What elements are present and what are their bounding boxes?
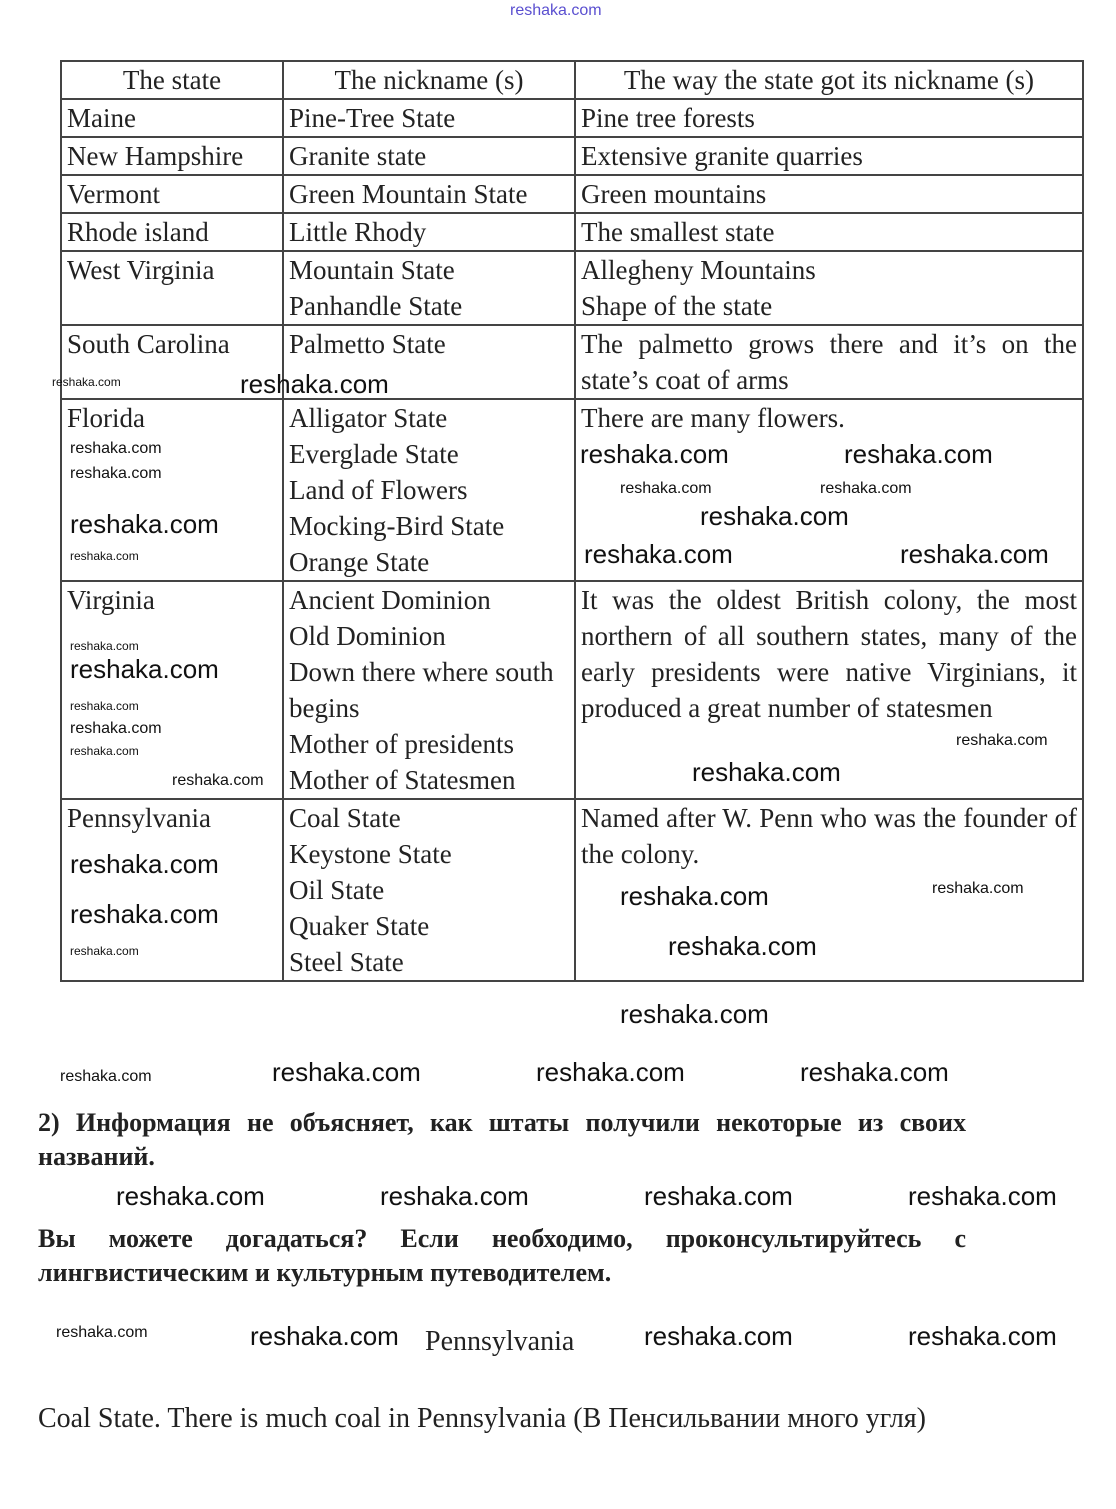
nickname: Quaker State	[289, 911, 430, 941]
watermark: reshaka.com	[70, 720, 162, 737]
watermark: reshaka.com	[70, 549, 139, 563]
reason-cell: Allegheny Mountains Shape of the state	[575, 251, 1083, 325]
table-row	[61, 99, 1083, 137]
nickname: Land of Flowers	[289, 475, 468, 505]
nickname: Little Rhody	[289, 217, 427, 247]
nickname: Steel State	[289, 947, 404, 977]
watermark: reshaka.com	[620, 881, 769, 911]
nickname-cell	[283, 581, 575, 799]
nickname: Orange State	[289, 547, 430, 577]
table-row	[61, 175, 1083, 213]
reason-cell: Pine tree forests	[575, 99, 1083, 137]
task-2-text: 2) Информация не объясняет, как штаты получили некоторые из своих названий.	[38, 1108, 966, 1171]
header-nickname: The nickname (s)	[283, 61, 575, 99]
watermark: reshaka.com	[644, 1321, 793, 1351]
nickname-cell	[283, 399, 575, 581]
answer-text: Coal State. There is much coal in Pennsylvania (В Пенсильвании много угля)	[38, 1403, 927, 1434]
watermark: reshaka.com	[172, 772, 264, 789]
watermark: reshaka.com	[580, 439, 729, 469]
nickname: Coal State	[289, 803, 401, 833]
watermark: reshaka.com	[250, 1321, 399, 1351]
watermark: reshaka.com	[56, 1324, 148, 1341]
watermark: reshaka.com	[70, 509, 219, 539]
nickname-cell	[283, 799, 575, 981]
table-row	[61, 799, 1083, 981]
watermark: reshaka.com	[844, 439, 993, 469]
nickname-cell	[283, 137, 575, 175]
watermark: reshaka.com	[820, 480, 912, 497]
reason-cell: It was the oldest British colony, the most northern of all southern states, many of the early presidents were native Virginians, it produced a great number of statesmen	[575, 581, 1083, 799]
state-cell: South Carolina	[61, 325, 283, 399]
watermark: reshaka.com	[70, 440, 162, 457]
table-row	[61, 325, 1083, 399]
state-cell: Vermont	[61, 175, 283, 213]
reason-cell: Named after W. Penn who was the founder of the colony.	[575, 799, 1083, 981]
reason-cell: There are many flowers.	[575, 399, 1083, 581]
watermark: reshaka.com	[70, 654, 219, 684]
nickname: Everglade State	[289, 439, 459, 469]
watermark: reshaka.com	[692, 757, 841, 787]
watermark: reshaka.com	[584, 539, 733, 569]
watermark: reshaka.com	[272, 1057, 421, 1087]
state-cell: Pennsylvania	[61, 799, 283, 981]
watermark: reshaka.com	[240, 369, 389, 399]
watermark: reshaka.com	[70, 944, 139, 958]
watermark: reshaka.com	[536, 1057, 685, 1087]
table-row	[61, 251, 1083, 325]
watermark: reshaka.com	[900, 539, 1049, 569]
nickname: Mother of Statesmen	[289, 765, 516, 795]
reason-cell: The smallest state	[575, 213, 1083, 251]
nickname: Granite state	[289, 141, 427, 171]
nickname: Alligator State	[289, 403, 448, 433]
nickname-cell	[283, 251, 575, 325]
reason-cell: The palmetto grows there and it’s on the state’s coat of arms	[575, 325, 1083, 399]
watermark: reshaka.com	[52, 375, 121, 389]
watermark: reshaka.com	[908, 1181, 1057, 1211]
watermark: reshaka.com	[380, 1181, 529, 1211]
nickname: Mocking-Bird State	[289, 511, 505, 541]
nickname: Pine-Tree State	[289, 103, 456, 133]
watermark: reshaka.com	[116, 1181, 265, 1211]
site-header[interactable]: reshaka.com	[510, 2, 602, 19]
state-cell: Virginia	[61, 581, 283, 799]
nickname: Panhandle State	[289, 291, 463, 321]
nickname: Mountain State	[289, 255, 455, 285]
answer-heading: Pennsylvania	[425, 1326, 575, 1357]
nickname: Ancient Dominion	[289, 585, 491, 615]
state-cell: Florida	[61, 399, 283, 581]
watermark: reshaka.com	[70, 744, 139, 758]
watermark: reshaka.com	[70, 849, 219, 879]
nickname: Green Mountain State	[289, 179, 528, 209]
nickname: Down there where south begins	[289, 657, 554, 723]
watermark: reshaka.com	[70, 699, 139, 713]
nickname-cell	[283, 175, 575, 213]
watermark: reshaka.com	[668, 931, 817, 961]
watermark: reshaka.com	[70, 899, 219, 929]
header-way: The way the state got its nickname (s)	[575, 61, 1083, 99]
task-2b-text: Вы можете догадаться? Если необходимо, проконсультируйтесь с лингвистическим и культурным путеводителем.	[38, 1224, 966, 1287]
state-cell: New Hampshire	[61, 137, 283, 175]
watermark: reshaka.com	[60, 1068, 152, 1085]
state-cell: West Virginia	[61, 251, 283, 325]
watermark: reshaka.com	[908, 1321, 1057, 1351]
reason-cell: Extensive granite quarries	[575, 137, 1083, 175]
watermark: reshaka.com	[700, 501, 849, 531]
watermark: reshaka.com	[644, 1181, 793, 1211]
nickname-cell	[283, 213, 575, 251]
nickname: Keystone State	[289, 839, 452, 869]
nickname: Old Dominion	[289, 621, 446, 651]
reason-cell: Green mountains	[575, 175, 1083, 213]
watermark: reshaka.com	[620, 999, 769, 1029]
table-row	[61, 137, 1083, 175]
watermark: reshaka.com	[70, 465, 162, 482]
watermark: reshaka.com	[800, 1057, 949, 1087]
nickname: Oil State	[289, 875, 385, 905]
nickname-cell	[283, 99, 575, 137]
state-cell: Maine	[61, 99, 283, 137]
nickname: Palmetto State	[289, 329, 446, 359]
watermark: reshaka.com	[932, 880, 1024, 897]
nickname: Mother of presidents	[289, 729, 514, 759]
state-cell: Rhode island	[61, 213, 283, 251]
watermark: reshaka.com	[620, 480, 712, 497]
watermark: reshaka.com	[70, 639, 139, 653]
header-state: The state	[61, 61, 283, 99]
table-row	[61, 581, 1083, 799]
watermark: reshaka.com	[956, 732, 1048, 749]
table-row	[61, 213, 1083, 251]
